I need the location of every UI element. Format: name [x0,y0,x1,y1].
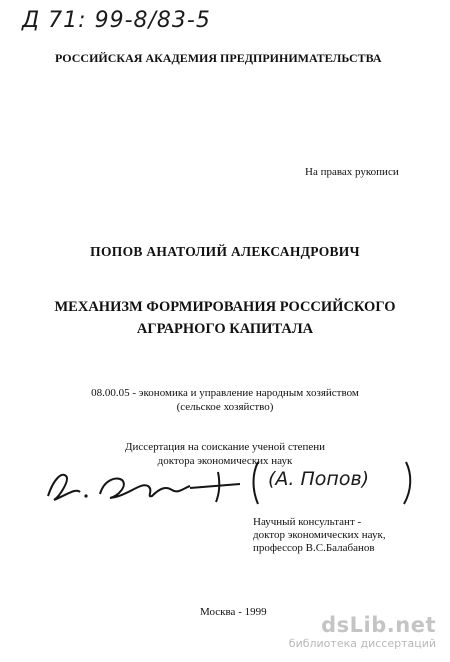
watermark-brand: dsLib.net [321,613,436,637]
watermark-subtitle: библиотека диссертаций [288,637,436,650]
organization-heading: РОССИЙСКАЯ АКАДЕМИЯ ПРЕДПРИНИМАТЕЛЬСТВА [55,51,382,65]
dissertation-title [0,296,450,340]
thesis-line-2: доктора экономических наук [157,455,293,467]
consultant-line-1: Научный консультант - [253,516,362,528]
consultant-line-3: профессор В.С.Балабанов [253,542,375,554]
specialty-line-1: 08.00.05 - экономика и управление народным хозяйством [91,387,359,399]
signature-name-handwritten: (А. Попов) [268,468,370,490]
specialty-block [0,386,450,414]
rights-note: На правах рукописи [305,166,399,178]
signature [40,458,420,513]
consultant-line-2: доктор экономических наук, [253,529,386,541]
archive-code-handwritten: Д 71: 99-8/83-5 [22,8,211,33]
watermark [289,613,436,650]
consultant-block [253,516,386,555]
title-line-2: АГРАРНОГО КАПИТАЛА [136,321,314,337]
specialty-line-2: (сельское хозяйство) [176,401,274,413]
city-year: Москва - 1999 [200,606,267,618]
title-line-1: МЕХАНИЗМ ФОРМИРОВАНИЯ РОССИЙСКОГО [54,299,396,315]
thesis-line-1: Диссертация на соискание ученой степени [124,441,326,453]
author-name: ПОПОВ АНАТОЛИЙ АЛЕКСАНДРОВИЧ [90,244,360,259]
